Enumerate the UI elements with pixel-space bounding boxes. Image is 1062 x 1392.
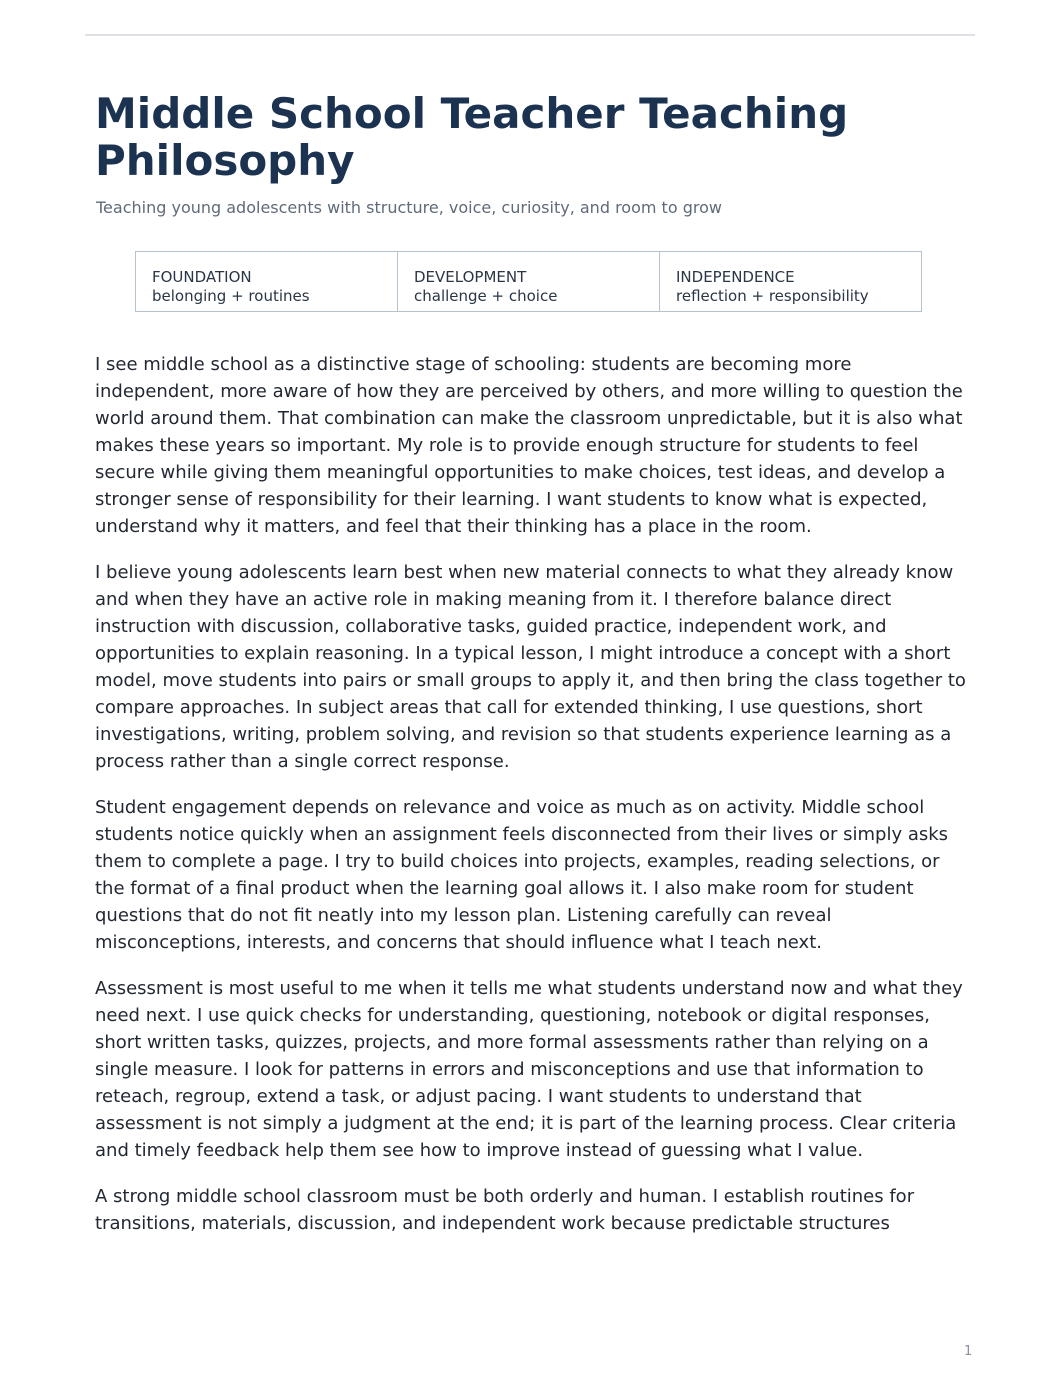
stage-table [135,251,922,312]
paragraph-instruction: I believe young adolescents learn best when new material connects to what they already know and when they have an active role in making meaning from it. I therefore balance direct instruction with discussion, collaborative tasks, guided practice, independent work, and opportunities to explain reasoning. In a typical lesson, I might introduce a concept with a short model, move students into pairs or small groups to apply it, and then bring the class together to compare approaches. In subject areas that call for extended thinking, I use questions, short investigations, writing, problem solving, and revision so that students experience learning as a process rather than a single correct response. [95,562,966,772]
stage-label: INDEPENDENCE [676,268,795,286]
stage-description: reflection + responsibility [676,287,869,305]
top-rule [85,34,975,36]
stage-independence [660,252,921,311]
paragraph-engagement: Student engagement depends on relevance and voice as much as on activity. Middle school students notice quickly when an assignment feels disconnected from their lives or simply asks them to complete a page. I try to build choices into projects, examples, reading selections, or the format of a final product when the learning goal allows it. I also make room for student questions that do not fit neatly into my lesson plan. Listening carefully can reveal misconceptions, interests, and concerns that should influence what I teach next. [95,797,949,953]
stage-description: belonging + routines [152,287,310,305]
paragraph-assessment: Assessment is most useful to me when it tells me what students understand now and what they need next. I use quick checks for understanding, questioning, notebook or digital responses, short written tasks, quizzes, projects, and more formal assessments rather than relying on a single measure. I look for patterns in errors and misconceptions and use that information to reteach, regroup, extend a task, or adjust pacing. I want students to understand that assessment is not simply a judgment at the end; it is part of the learning process. Clear criteria and timely feedback help them see how to improve instead of guessing what I value. [95,978,963,1161]
stage-label: DEVELOPMENT [414,268,527,286]
body-text [95,351,971,1256]
paragraph-classroom: A strong middle school classroom must be both orderly and human. I establish routines for transitions, materials, discussion, and independent work because predictable structures [95,1186,915,1234]
stage-label: FOUNDATION [152,268,252,286]
page-subtitle: Teaching young adolescents with structure, voice, curiosity, and room to grow [96,198,722,217]
stage-foundation [136,252,398,311]
stage-development [398,252,660,311]
page-number: 1 [964,1344,973,1359]
stage-description: challenge + choice [414,287,558,305]
page-title: Middle School Teacher Teaching Philosophy [95,89,849,185]
paragraph-intro: I see middle school as a distinctive stage of schooling: students are becoming more independent, more aware of how they are perceived by others, and more willing to question the world around them. That combination can make the classroom unpredictable, but it is also what makes these years so important. My role is to provide enough structure for students to feel secure while giving them meaningful opportunities to make choices, test ideas, and develop a stronger sense of responsibility for their learning. I want students to know what is expected, understand why it matters, and feel that their thinking has a place in the room. [95,354,963,537]
